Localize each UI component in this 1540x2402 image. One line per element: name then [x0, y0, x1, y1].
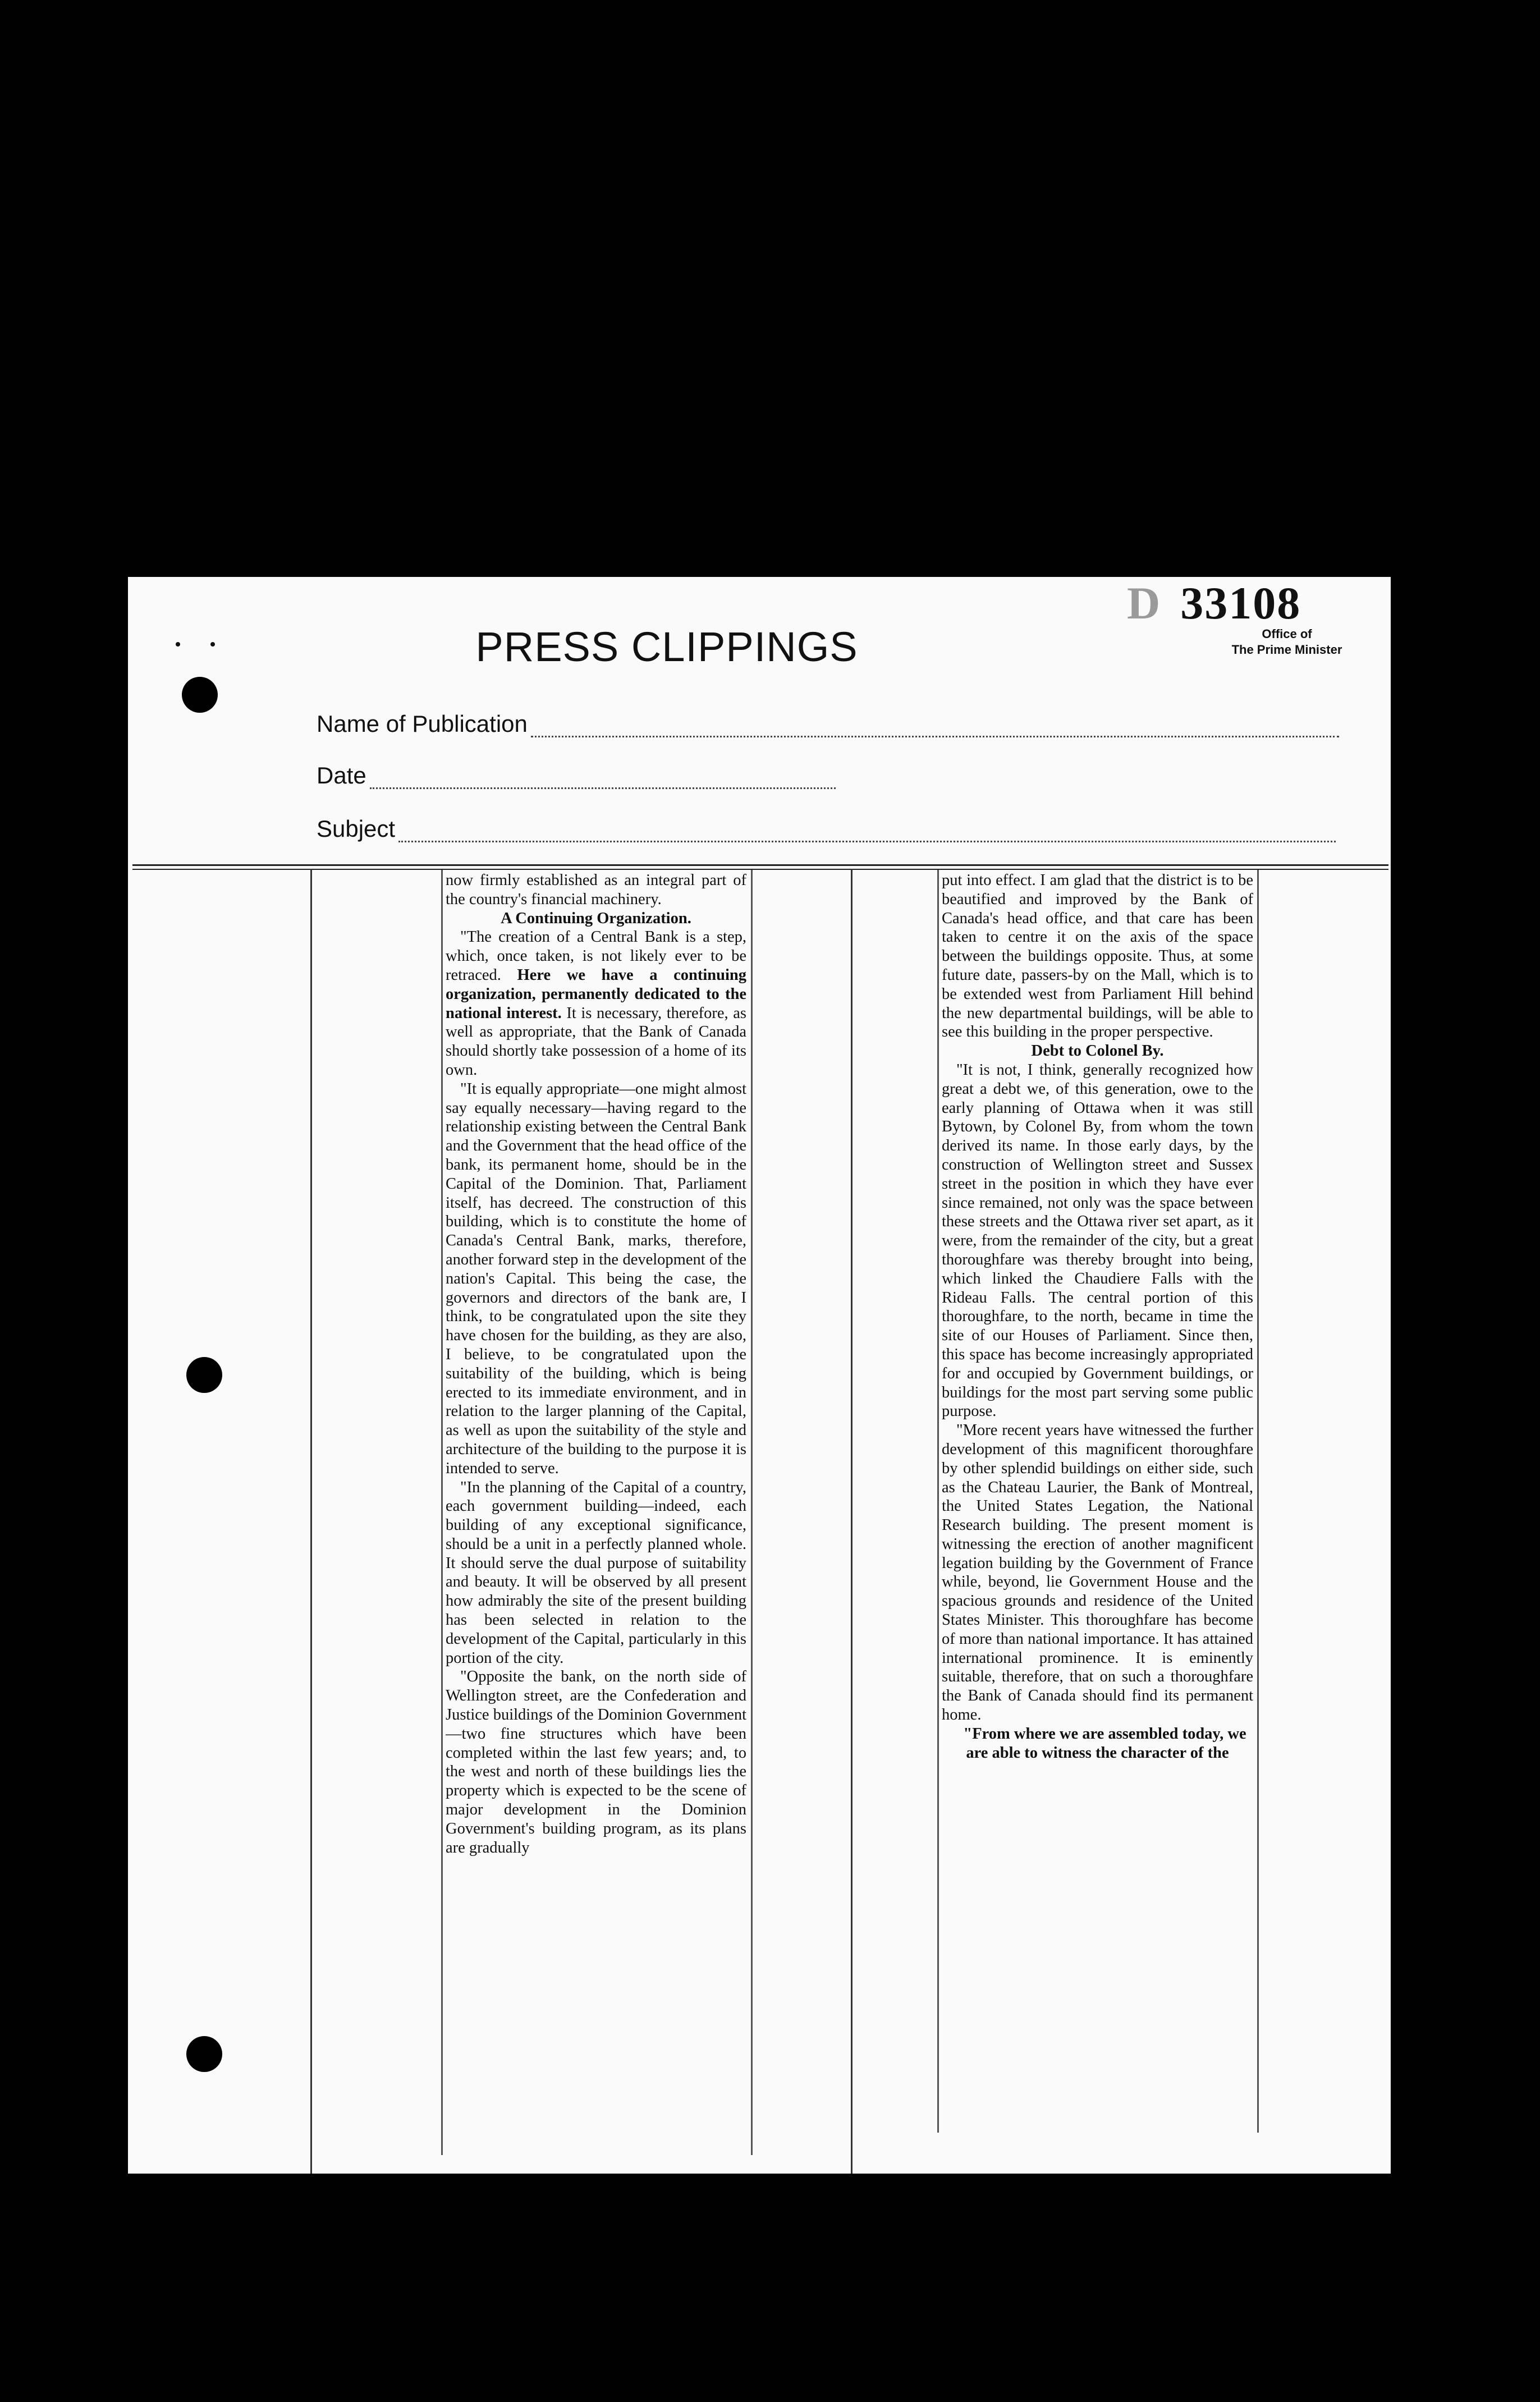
header-divider-secondary: [132, 869, 1388, 870]
date-label: Date: [317, 762, 366, 789]
bold-paragraph: "From where we are assembled today, we are able to witness the character of the: [963, 1725, 1246, 1762]
header-divider: [132, 864, 1388, 866]
date-dotted-line: [370, 780, 836, 789]
document-letter: D: [1127, 577, 1162, 629]
clipping-edge-right: [751, 870, 753, 2155]
paragraph: now firmly established as an integral part of the country's financial machinery.: [446, 872, 746, 908]
paragraph: put into effect. I am glad that the district is to be beautified and improved by the Bank of Canada's head office, and that care has been taken to centre it on the axis of the space between the buildings opposite. Thus, at some future date, passers-by on the Mall, which is to be extended west from Parliament Hill behind the new departmental buildings, will be able to see this building in the proper perspective.: [942, 872, 1253, 1041]
date-field: [317, 762, 836, 789]
subject-dotted-line: [398, 833, 1336, 842]
subject-label: Subject: [317, 815, 396, 842]
column-rule: [851, 869, 852, 2174]
punch-hole-top: [182, 677, 218, 713]
subheading: A Continuing Organization.: [501, 909, 691, 927]
paragraph: "In the planning of the Capital of a country, each government building—indeed, each building of any exceptional significance, should be a unit in a perfectly planned whole. It should serve the dual purpose of suitability and beauty. It will be observed by all present how admirably the site of the present building has been selected in relation to the development of the Capital, particularly in this portion of the city.: [446, 1478, 746, 1667]
article-column-left: [446, 871, 746, 2156]
clipping-edge-left: [441, 870, 443, 2155]
punch-hole-middle: [186, 1357, 222, 1393]
bold-passage: Here we have a continuing organization, permanently dedicated to the national interest.: [446, 966, 746, 1022]
margin-rule: [310, 869, 312, 2174]
paragraph: "It is equally appropriate—one might almost say equally necessary—having regard to the relationship existing between the Central Bank and the Government that the head office of the bank, its permanent home, should be in the Capital of the Dominion. That, Parliament itself, has decreed. The construction of this building, which is to constitute the home of Canada's Central Bank, marks, therefore, another forward step in the development of the nation's Capital. This being the case, the governors and directors of the bank are, I think, to be congratulated upon the site they have chosen for the building, as they are also, I believe, to be congratulated upon the suitability of the building, which is being erected to its immediate environment, and in relation to the larger planning of the Capital, as well as upon the suitability of the style and architecture of the building to the purpose it is intended to serve.: [446, 1080, 746, 1477]
corner-dot: [176, 642, 180, 647]
punch-hole-bottom: [186, 2036, 222, 2072]
paragraph: "Opposite the bank, on the north side of Wellington street, are the Confederation and Justice buildings of the Dominion Government—two fine structures which have been completed within the last few years; and, to the west and north of these buildings lies the property which is expected to be the scene of major development in the Dominion Government's building program, as its plans are gradually: [446, 1668, 746, 1856]
corner-dot: [210, 642, 215, 647]
document-number-value: 33108: [1180, 577, 1301, 629]
paragraph: "More recent years have witnessed the further development of this magnificent thoroughfare by other splendid buildings on either side, such as the Chateau Laurier, the Bank of Montreal, the United States Legation, the National Research building. The present moment is witnessing the erection of another magnificent legation building by the Government of France while, beyond, lie Government House and the spacious grounds and residence of the United States Minister. This thoroughfare has become of more than national importance. It has attained international prominence. It is eminently suitable, therefore, that on such a thoroughfare the Bank of Canada should find its permanent home.: [942, 1422, 1253, 1724]
document-number: [1127, 577, 1374, 630]
page-title: PRESS CLIPPINGS: [475, 624, 858, 670]
publication-label: Name of Publication: [317, 710, 528, 737]
publication-field: [317, 710, 1339, 737]
paragraph: "The creation of a Central Bank is a step, which, once taken, is not likely ever to be retraced. Here we have a continuing organization, permanently dedicated to the national interest. It is necessary, therefore, as well as appropriate, that the Bank of Canada should shortly take possession of a home of its own.: [446, 928, 746, 1079]
subheading: Debt to Colonel By.: [1031, 1042, 1164, 1060]
office-line-1: Office of: [1262, 627, 1312, 641]
office-line-2: The Prime Minister: [1231, 643, 1342, 657]
article-column-right: [942, 871, 1253, 2133]
publication-dotted-line: [531, 728, 1339, 737]
paragraph: "It is not, I think, generally recognized how great a debt we, of this generation, owe to the early planning of Ottawa when it was still Bytown, by Colonel By, from whom the town derived its name. In those early days, by the construction of Wellington street and Sussex street in the position in which they have ever since remained, not only was the space between these streets and the Ottawa river set apart, as it were, from the remainder of the city, but a great thoroughfare was thereby brought into being, which linked the Chaudiere Falls with the Rideau Falls. The central portion of this thoroughfare, to the north, became in time the site of our Houses of Parliament. Since then, this space has become increasingly appropriated for and occupied by Government buildings, or buildings for the most part serving some public purpose.: [942, 1061, 1253, 1420]
office-stamp: [1194, 626, 1379, 658]
clipping-edge-left-2: [937, 870, 939, 2133]
subject-field: [317, 815, 1336, 842]
clipping-sheet: [128, 577, 1391, 2174]
clipping-edge-right-2: [1257, 870, 1259, 2133]
